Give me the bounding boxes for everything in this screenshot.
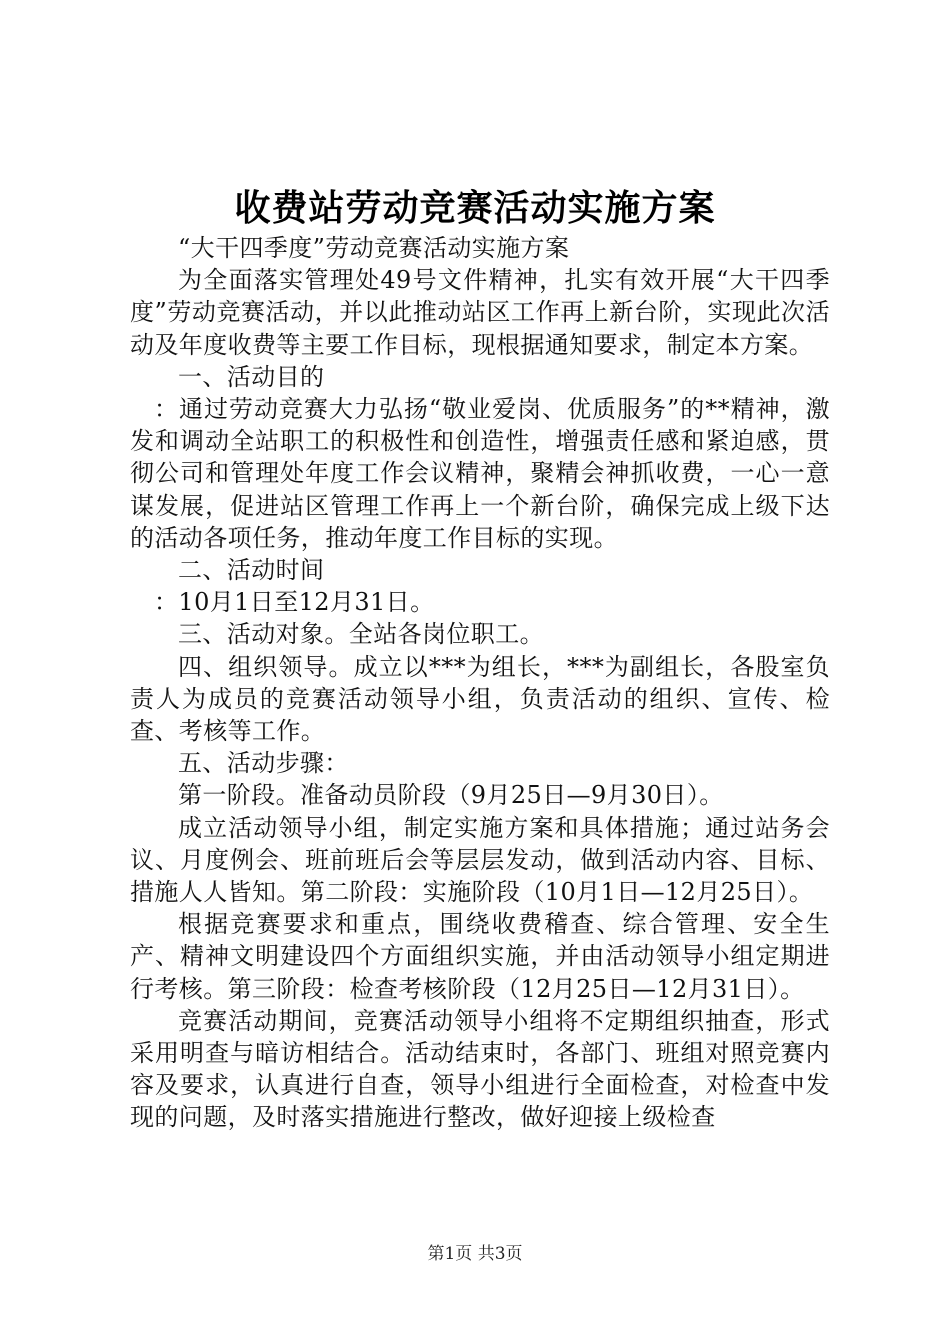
purpose-paragraph: ：通过劳动竞赛大力弘扬“敬业爱岗、优质服务”的**精神，激发和调动全站职工的积极性和创造性，增强责任感和紧迫感，贯彻公司和管理处年度工作会议精神，聚精会神抓收费，一心一意谋发展，促进站区管理工作再上一个新台阶，确保完成上级下达的活动各项任务，推动年度工作目标的实现。 (130, 395, 830, 552)
stage-two-paragraph: 根据竞赛要求和重点，围绕收费稽查、综合管理、安全生产、精神文明建设四个方面组织实施，并由活动领导小组定期进行考核。第三阶段：检查考核阶段（12月25日—12月31日）。 (130, 910, 830, 1003)
stage-one-heading: 第一阶段。准备动员阶段（9月25日—9月30日）。 (178, 781, 724, 810)
stage-three-paragraph: 竞赛活动期间，竞赛活动领导小组将不定期组织抽查，形式采用明查与暗访相结合。活动结束时，各部门、班组对照竞赛内容及要求，认真进行自查，领导小组进行全面检查，对检查中发现的问题，及时落实措施进行整改，做好迎接上级检查 (130, 1006, 830, 1132)
target-paragraph: 三、活动对象。全站各岗位职工。 (178, 620, 544, 649)
page-number-footer: 第1页 共3页 (427, 1244, 523, 1264)
intro-paragraph: 为全面落实管理处49号文件精神，扎实有效开展“大干四季度”劳动竞赛活动，并以此推动站区工作再上新台阶，实现此次活动及年度收费等主要工作目标，现根据通知要求，制定本方案。 (130, 266, 830, 359)
document-body (130, 232, 830, 1134)
stage-one-paragraph: 成立活动领导小组，制定实施方案和具体措施；通过站务会议、月度例会、班前班后会等层层发动，做到活动内容、目标、措施人人皆知。第二阶段：实施阶段（10月1日—12月25日）。 (130, 813, 830, 907)
section-heading-purpose: 一、活动目的 (178, 362, 325, 391)
subtitle-paragraph: “大干四季度”劳动竞赛活动实施方案 (178, 234, 570, 262)
leadership-paragraph: 四、组织领导。成立以***为组长，***为副组长，各股室负责人为成员的竞赛活动领导小组，负责活动的组织、宣传、检查、考核等工作。 (130, 652, 830, 746)
section-heading-steps: 五、活动步骤： (178, 749, 349, 778)
document-title: 收费站劳动竞赛活动实施方案 (234, 187, 716, 229)
section-heading-time: 二、活动时间 (178, 556, 325, 585)
time-paragraph: ：10月1日至12月31日。 (154, 588, 435, 617)
